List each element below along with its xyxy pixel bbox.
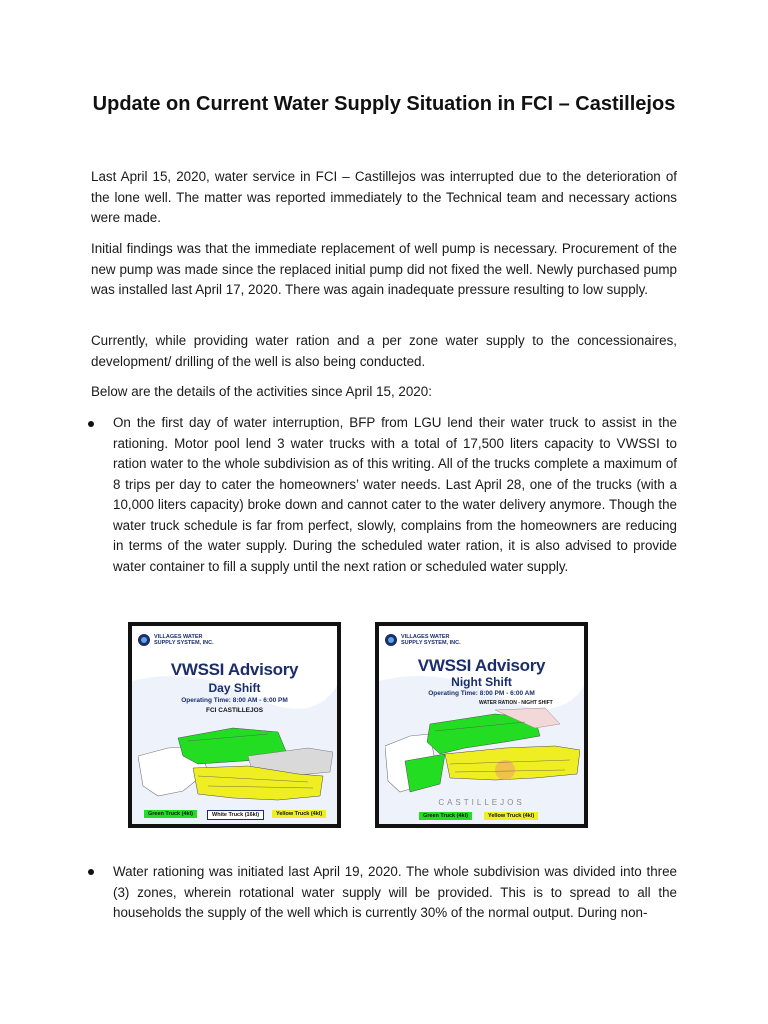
activities-heading: Below are the details of the activities since April 15, 2020:: [91, 384, 432, 399]
paragraph-3: Currently, while providing water ration and a per zone water supply to the concessionaires, development/ drilling of the well is also being conducted.: [91, 333, 677, 369]
map-watermark: CASTILLEJOS: [438, 798, 525, 807]
document-title: Update on Current Water Supply Situation in FCI – Castillejos: [92, 93, 676, 115]
advisory-shift: Day Shift: [208, 681, 261, 695]
bullet-item-1: On the first day of water interruption, BFP from LGU lend their water truck to assist in the rationing. Motor pool lend 3 water trucks with a total of 17,500 liters capacity to VWSSI to ration water to the whole subdivision as of this writing. All of the trucks complete a maximum of 8 trips per day to cater the homeowners’ water needs. Last April 28, one of the trucks (with a 10,000 liters capacity) broke down and cannot cater to the water delivery anymore. Though the water truck schedule is far from perfect, slowly, complains from the homeowners are reducing in terms of the water supply. During the scheduled water ration, it is also advised to provide water container to fill a supply until the next ration or scheduled water supply.: [113, 415, 677, 574]
day-zone-map: [138, 716, 333, 802]
company-name-line2: SUPPLY SYSTEM, INC.: [401, 640, 461, 646]
legend-green-truck: Green Truck (4kl): [144, 810, 197, 818]
night-zone-map: [385, 706, 580, 802]
legend-white-truck: White Truck (16kl): [207, 810, 264, 820]
bullet-dot-1: [88, 421, 94, 427]
company-name-line2: SUPPLY SYSTEM, INC.: [154, 640, 214, 646]
operating-time: Operating Time: 8:00 PM - 6:00 AM: [428, 690, 535, 697]
paragraph-1: Last April 15, 2020, water service in FCI – Castillejos was interrupted due to the deterioration of the lone well. The matter was reported immediately to the Technical team and necessary actions were made.: [91, 169, 677, 225]
company-name-line1: VILLAGES WATER: [154, 634, 203, 640]
operating-time: Operating Time: 8:00 AM - 6:00 PM: [181, 697, 288, 704]
day-shift-advisory-poster: [128, 622, 341, 828]
company-name-line1: VILLAGES WATER: [401, 634, 450, 640]
advisory-title: VWSSI Advisory: [417, 656, 546, 675]
advisory-title: VWSSI Advisory: [170, 660, 299, 679]
location-label: FCI CASTILLEJOS: [205, 707, 264, 714]
legend-green-truck: Green Truck (4kl): [419, 812, 472, 820]
legend-yellow-truck: Yellow Truck (4kl): [484, 812, 538, 820]
night-shift-advisory-poster: [375, 622, 588, 828]
bullet-dot-2: [88, 869, 94, 875]
bullet-item-2: Water rationing was initiated last April 19, 2020. The whole subdivision was divided into three (3) zones, wherein rotational water supply will be provided. This is to spread to all the households the supply of the well which is currently 30% of the normal output. During non-: [113, 864, 677, 920]
map-note: WATER RATION - NIGHT SHIFT: [479, 700, 553, 706]
legend-yellow-truck: Yellow Truck (4kl): [272, 810, 326, 818]
advisory-shift: Night Shift: [451, 675, 512, 689]
paragraph-2: Initial findings was that the immediate replacement of well pump is necessary. Procurement of the new pump was made since the replaced initial pump did not fixed the well. Newly purchased pump was installed last April 17, 2020. There was again inadequate pressure resulting to low supply.: [91, 241, 677, 297]
